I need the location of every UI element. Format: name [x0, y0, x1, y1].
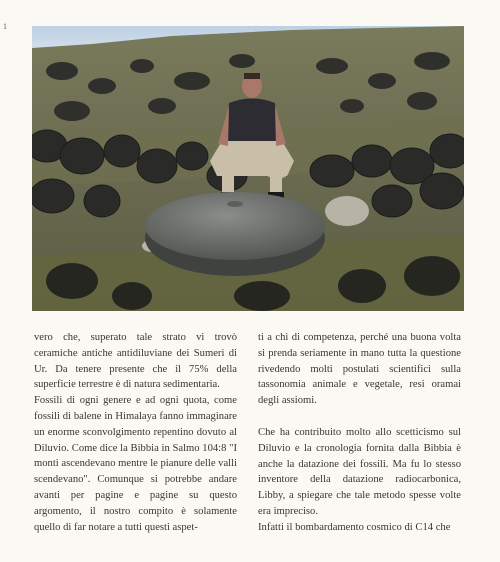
paragraph: ti a chi di competenza, perché una buona volta si prenda seriamente in mano tutta la questione rivedendo molti postulati scientifici sulla tassonomia animale e vegetale, resi oramai degli assiomi. [258, 332, 461, 407]
photo-man-with-millstone [32, 26, 464, 311]
photo-illustration [32, 26, 464, 311]
paragraph: Fossili di ogni genere e ad ogni quota, come fossili di balene in Himalaya fanno immaginare un enorme sconvolgimento repentino dovuto al Diluvio. Come dice la Bibbia in Salmo 104:8 "I monti ascendevano mentre le pianure delle valli scendevano". Comunque si potrebbe andare avanti per pagine e pagine su questo argomento, il nostro compito è solamente quello di far notare a tutti questi aspet- [34, 395, 237, 533]
paragraph: Che ha contribuito molto allo scetticismo sul Diluvio e la cronologia fornita dalla Bibbia è anche la datazione dei fossili. Ma fu lo stesso inventore della datazione radiocarbonica, Libby, a spiegare che tale metodo spesse volte era impreciso. [258, 426, 461, 517]
text-column-right [258, 330, 461, 536]
paragraph: Infatti il bombardamento cosmico di C14 che [258, 521, 451, 533]
millstone [145, 192, 325, 276]
text-column-left [34, 330, 237, 535]
paragraph: vero che, superato tale strato vi trovò ceramiche antiche antidiluviane dei Sumeri di Ur. Da tenere presente che il 75% della superficie terrestre è di natura sedimentaria. [34, 332, 237, 391]
page-number: 1 [3, 22, 7, 31]
